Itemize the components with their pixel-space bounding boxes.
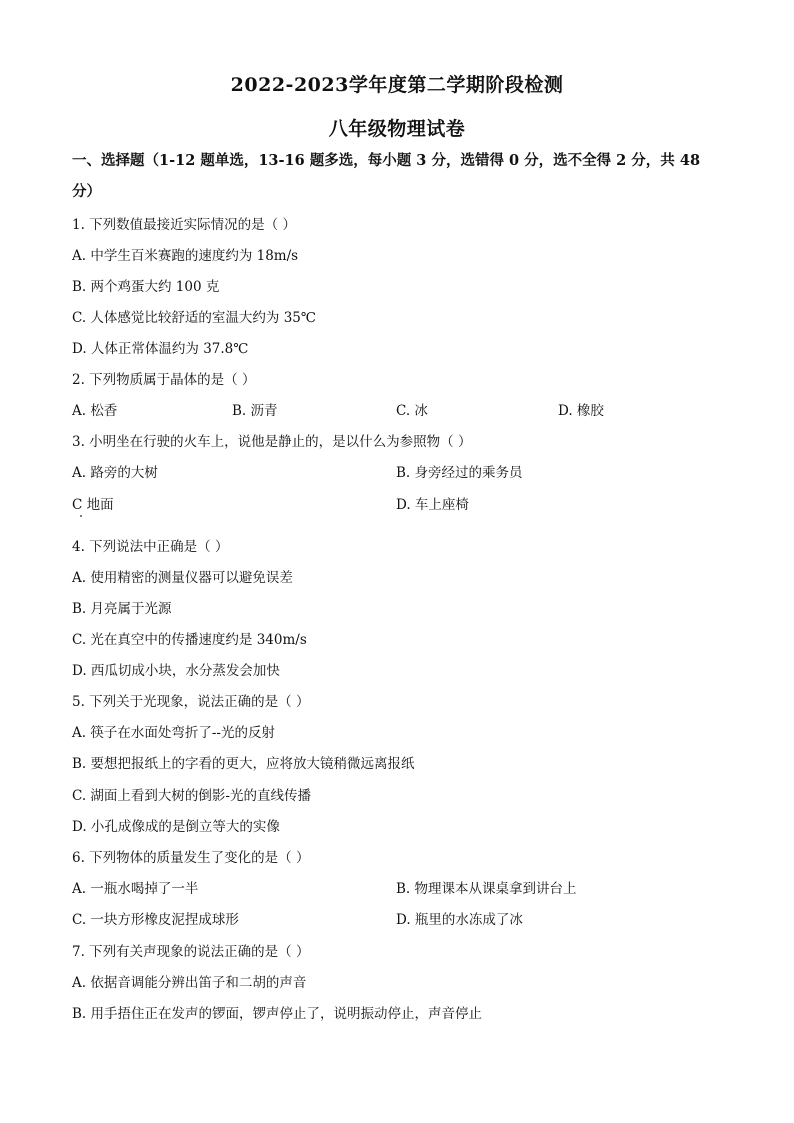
question-option: A. 筷子在水面处弯折了--光的反射: [72, 725, 275, 741]
question-option: A. 松香: [72, 403, 118, 419]
question-stem: 3. 小明坐在行驶的火车上，说他是静止的，是以什么为参照物（ ）: [72, 434, 472, 450]
question-stem: 7. 下列有关声现象的说法正确的是（ ）: [72, 944, 310, 960]
section-heading-line2: 分）: [72, 183, 101, 200]
question-option: B. 两个鸡蛋大约 100 克: [72, 279, 220, 295]
exam-title: 2022-2023学年度第二学期阶段检测: [230, 74, 564, 96]
question-option: B. 用手捂住正在发声的锣面，锣声停止了，说明振动停止，声音停止: [72, 1006, 483, 1022]
question-option: B. 物理课本从课桌拿到讲台上: [396, 881, 577, 897]
question-stem: 2. 下列物质属于晶体的是（ ）: [72, 372, 256, 388]
exam-subtitle: 八年级物理试卷: [328, 118, 466, 140]
question-option: A. 路旁的大树: [72, 465, 158, 481]
question-option: A. 中学生百米赛跑的速度约为 18m/s: [72, 248, 299, 264]
question-option: C 地面: [72, 497, 114, 513]
question-option: C. 一块方形橡皮泥捏成球形: [72, 912, 239, 928]
question-option: C. 光在真空中的传播速度约是 340m/s: [72, 632, 307, 648]
question-option: A. 一瓶水喝掉了一半: [72, 881, 199, 897]
question-option: D. 小孔成像成的是倒立等大的实像: [72, 819, 280, 835]
question-option: C. 冰: [396, 403, 428, 419]
question-option: B. 月亮属于光源: [72, 601, 172, 617]
question-option: D. 西瓜切成小块，水分蒸发会加快: [72, 663, 280, 679]
question-option: D. 瓶里的水冻成了冰: [396, 912, 523, 928]
question-option: A. 依据音调能分辨出笛子和二胡的声音: [72, 975, 307, 991]
question-option: A. 使用精密的测量仪器可以避免误差: [72, 570, 293, 586]
question-option: B. 要想把报纸上的字看的更大，应将放大镜稍微远离报纸: [72, 756, 415, 772]
question-option: D. 橡胶: [558, 403, 604, 419]
question-option: C. 湖面上看到大树的倒影-光的直线传播: [72, 788, 311, 804]
question-option: B. 身旁经过的乘务员: [396, 465, 523, 481]
question-option: D. 人体正常体温约为 37.8℃: [72, 341, 249, 357]
section-heading-line1: 一、选择题（1-12 题单选，13-16 题多选，每小题 3 分，选错得 0 分，选不全得 2 分，共 48: [72, 152, 701, 169]
section-heading: [72, 145, 722, 207]
question-stem: 4. 下列说法中正确是（ ）: [72, 539, 229, 555]
question-option: B. 沥青: [232, 403, 278, 419]
question-option: D. 车上座椅: [396, 497, 469, 513]
question-stem: 6. 下列物体的质量发生了变化的是（ ）: [72, 850, 310, 866]
stray-mark: [80, 515, 82, 517]
question-stem: 5. 下列关于光现象，说法正确的是（ ）: [72, 694, 310, 710]
question-stem: 1. 下列数值最接近实际情况的是（ ）: [72, 217, 296, 233]
question-option: C. 人体感觉比较舒适的室温大约为 35℃: [72, 310, 317, 326]
